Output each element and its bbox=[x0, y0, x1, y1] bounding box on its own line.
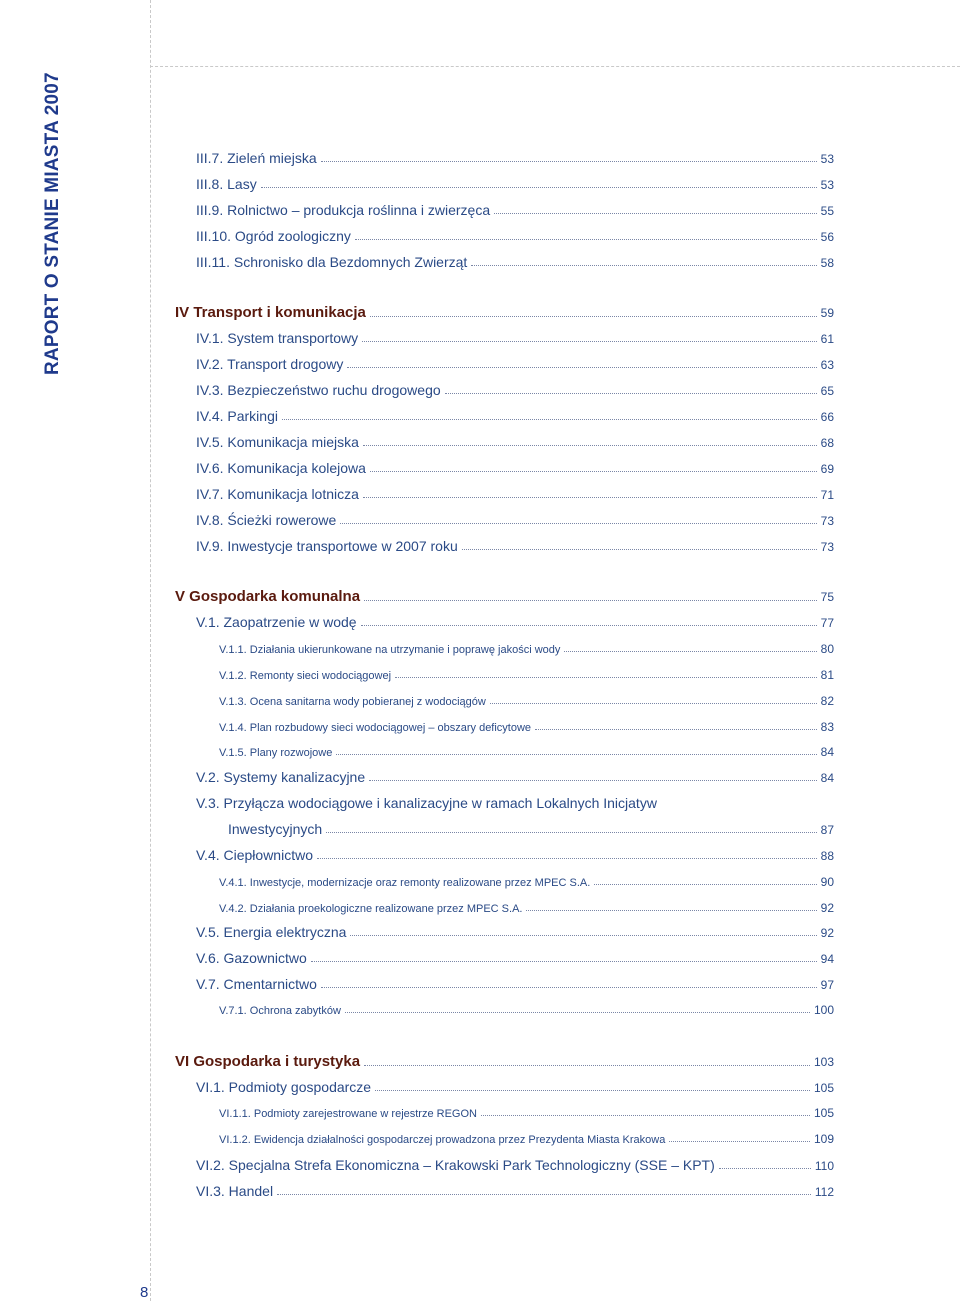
leader-dots bbox=[370, 471, 817, 472]
toc-entry[interactable] bbox=[219, 1132, 834, 1146]
leader-dots bbox=[277, 1194, 811, 1195]
toc-page-number: 55 bbox=[820, 204, 834, 218]
toc-page-number: 59 bbox=[820, 306, 834, 320]
toc-entry[interactable] bbox=[196, 1079, 834, 1095]
toc-entry[interactable] bbox=[196, 847, 834, 863]
leader-dots bbox=[326, 832, 816, 833]
toc-page-number: 73 bbox=[820, 540, 834, 554]
toc-page-number: 63 bbox=[820, 358, 834, 372]
toc-page-number: 83 bbox=[820, 720, 834, 734]
toc-page-number: 77 bbox=[820, 616, 834, 630]
leader-dots bbox=[535, 729, 817, 730]
leader-dots bbox=[445, 393, 817, 394]
toc-entry[interactable] bbox=[219, 901, 834, 915]
toc-chapter[interactable] bbox=[175, 304, 834, 321]
leader-dots bbox=[311, 961, 817, 962]
toc-entry-label: V.4.1. Inwestycje, modernizacje oraz remonty realizowane przez MPEC S.A. bbox=[219, 877, 591, 889]
toc-page-number: 100 bbox=[813, 1003, 834, 1017]
leader-dots bbox=[526, 910, 816, 911]
toc-entry[interactable] bbox=[196, 769, 834, 785]
toc-page-number: 58 bbox=[820, 256, 834, 270]
toc-page-number: 81 bbox=[820, 668, 834, 682]
toc-entry-label: IV.6. Komunikacja kolejowa bbox=[196, 460, 366, 476]
toc-entry-label: V.6. Gazownictwo bbox=[196, 950, 307, 966]
toc-entry-label: V Gospodarka komunalna bbox=[175, 588, 361, 605]
toc-entry-label: III.11. Schronisko dla Bezdomnych Zwierząt bbox=[196, 254, 468, 270]
toc-page-number: 66 bbox=[820, 410, 834, 424]
toc-entry[interactable] bbox=[219, 745, 834, 759]
leader-dots bbox=[364, 1065, 810, 1066]
toc-entry-label: VI.1.1. Podmioty zarejestrowane w rejestrze REGON bbox=[219, 1108, 477, 1120]
toc-entry-label: Inwestycyjnych bbox=[228, 821, 323, 837]
toc-page-number: 56 bbox=[820, 230, 834, 244]
toc-entry-label: V.7. Cmentarnictwo bbox=[196, 976, 317, 992]
toc-entry[interactable] bbox=[219, 642, 834, 656]
toc-entry[interactable] bbox=[196, 512, 834, 528]
toc-entry[interactable] bbox=[196, 356, 834, 372]
leader-dots bbox=[345, 1012, 810, 1013]
toc-entry-label: IV.5. Komunikacja miejska bbox=[196, 434, 359, 450]
toc-entry-label: IV Transport i komunikacja bbox=[175, 304, 366, 321]
toc-page-number: 112 bbox=[814, 1185, 834, 1199]
toc-page-number: 65 bbox=[820, 384, 834, 398]
leader-dots bbox=[594, 884, 816, 885]
leader-dots bbox=[395, 677, 817, 678]
leader-dots bbox=[321, 161, 817, 162]
toc-entry-label: V.3. Przyłącza wodociągowe i kanalizacyjne w ramach Lokalnych Inicjatyw bbox=[196, 795, 657, 811]
leader-dots bbox=[361, 625, 817, 626]
toc-entry[interactable] bbox=[219, 1003, 834, 1017]
leader-dots bbox=[564, 651, 816, 652]
leader-dots bbox=[363, 445, 817, 446]
toc-entry-label: VI.1.2. Ewidencja działalności gospodarczej prowadzona przez Prezydenta Miasta Krakowa bbox=[219, 1134, 666, 1146]
leader-dots bbox=[369, 780, 817, 781]
toc-entry-label: V.1. Zaopatrzenie w wodę bbox=[196, 614, 357, 630]
toc-entry-label: VI Gospodarka i turystyka bbox=[175, 1053, 361, 1070]
toc-entry[interactable] bbox=[196, 486, 834, 502]
sidebar-band bbox=[0, 0, 150, 1301]
toc-entry[interactable] bbox=[196, 408, 834, 424]
toc-page-number: 80 bbox=[820, 642, 834, 656]
toc-entry[interactable] bbox=[196, 434, 834, 450]
leader-dots bbox=[364, 600, 817, 601]
toc-entry[interactable] bbox=[219, 1106, 834, 1120]
leader-dots bbox=[350, 935, 816, 936]
toc-page-number: 92 bbox=[820, 926, 834, 940]
toc-page-number: 53 bbox=[820, 178, 834, 192]
toc-entry[interactable] bbox=[196, 228, 834, 244]
toc-entry-label: VI.3. Handel bbox=[196, 1183, 274, 1199]
leader-dots bbox=[355, 239, 817, 240]
page-number: 8 bbox=[140, 1284, 149, 1301]
toc-page-number: 61 bbox=[820, 332, 834, 346]
toc-page-number: 90 bbox=[820, 875, 834, 889]
leader-dots bbox=[282, 419, 817, 420]
toc-entry-label: VI.2. Specjalna Strefa Ekonomiczna – Krakowski Park Technologiczny (SSE – KPT) bbox=[196, 1157, 715, 1173]
toc-entry[interactable] bbox=[196, 538, 834, 554]
toc-page-number: 88 bbox=[820, 849, 834, 863]
toc-page-number: 97 bbox=[820, 978, 834, 992]
toc-page-number: 75 bbox=[820, 590, 834, 604]
toc-page-number: 73 bbox=[820, 514, 834, 528]
toc-entry-label: VI.1. Podmioty gospodarcze bbox=[196, 1079, 372, 1095]
toc-entry-label: III.8. Lasy bbox=[196, 176, 257, 192]
toc-entry[interactable] bbox=[196, 1157, 834, 1173]
toc-entry-label: III.10. Ogród zoologiczny bbox=[196, 228, 351, 244]
toc-entry-label: V.1.2. Remonty sieci wodociągowej bbox=[219, 670, 392, 682]
toc-entry-label: IV.7. Komunikacja lotnicza bbox=[196, 486, 359, 502]
toc-chapter[interactable] bbox=[175, 1053, 834, 1070]
toc-page-number: 105 bbox=[813, 1081, 834, 1095]
toc-page-number: 84 bbox=[820, 771, 834, 785]
leader-dots bbox=[375, 1090, 810, 1091]
leader-dots bbox=[471, 265, 816, 266]
toc-page-number: 69 bbox=[820, 462, 834, 476]
toc-page-number: 84 bbox=[820, 745, 834, 759]
toc-entry[interactable] bbox=[228, 821, 834, 837]
toc-entry[interactable] bbox=[196, 176, 834, 192]
toc-page-number: 105 bbox=[813, 1106, 834, 1120]
toc-entry[interactable] bbox=[219, 668, 834, 682]
toc-page-number: 53 bbox=[820, 152, 834, 166]
toc-entry[interactable] bbox=[196, 330, 834, 346]
toc-entry-label: III.7. Zieleń miejska bbox=[196, 150, 317, 166]
toc-entry[interactable] bbox=[196, 202, 834, 218]
toc-page-number: 94 bbox=[820, 952, 834, 966]
toc-entry[interactable] bbox=[196, 150, 834, 166]
toc-entry-label: IV.8. Ścieżki rowerowe bbox=[196, 512, 337, 528]
leader-dots bbox=[336, 754, 816, 755]
toc-entry[interactable] bbox=[219, 694, 834, 708]
leader-dots bbox=[719, 1168, 811, 1169]
page-divider-vertical bbox=[150, 0, 151, 1301]
toc-entry[interactable] bbox=[196, 1183, 834, 1199]
leader-dots bbox=[669, 1141, 810, 1142]
leader-dots bbox=[340, 523, 816, 524]
toc-page-number: 82 bbox=[820, 694, 834, 708]
toc-page-number: 110 bbox=[814, 1159, 834, 1173]
toc-entry-label: V.5. Energia elektryczna bbox=[196, 924, 347, 940]
leader-dots bbox=[363, 497, 817, 498]
leader-dots bbox=[347, 367, 816, 368]
toc-entry-label: V.4.2. Działania proekologiczne realizowane przez MPEC S.A. bbox=[219, 903, 523, 915]
leader-dots bbox=[261, 187, 817, 188]
leader-dots bbox=[370, 316, 817, 317]
toc-page-number: 103 bbox=[813, 1055, 834, 1069]
toc-page-number: 68 bbox=[820, 436, 834, 450]
toc-entry-label: III.9. Rolnictwo – produkcja roślinna i zwierzęca bbox=[196, 202, 491, 218]
toc-entry-label: IV.2. Transport drogowy bbox=[196, 356, 344, 372]
toc-entry[interactable] bbox=[219, 720, 834, 734]
page-divider-horizontal bbox=[150, 66, 960, 67]
toc-page-number: 109 bbox=[813, 1132, 834, 1146]
leader-dots bbox=[317, 858, 817, 859]
toc-entry-label: IV.1. System transportowy bbox=[196, 330, 359, 346]
toc-entry-label: V.7.1. Ochrona zabytków bbox=[219, 1005, 341, 1017]
toc-entry-label: IV.4. Parkingi bbox=[196, 408, 278, 424]
toc-entry[interactable] bbox=[196, 460, 834, 476]
toc-page-number: 92 bbox=[820, 901, 834, 915]
toc-entry[interactable] bbox=[196, 924, 834, 940]
leader-dots bbox=[362, 341, 817, 342]
toc-chapter[interactable] bbox=[175, 588, 834, 605]
leader-dots bbox=[321, 987, 817, 988]
toc-page-number: 71 bbox=[820, 488, 834, 502]
toc-entry[interactable] bbox=[196, 382, 834, 398]
toc-entry[interactable] bbox=[196, 614, 834, 630]
toc-entry-label: V.1.4. Plan rozbudowy sieci wodociągowej – obszary deficytowe bbox=[219, 722, 532, 734]
toc-entry-label: V.1.3. Ocena sanitarna wody pobieranej z wodociągów bbox=[219, 696, 486, 708]
toc-entry-label: IV.9. Inwestycje transportowe w 2007 roku bbox=[196, 538, 458, 554]
leader-dots bbox=[462, 549, 817, 550]
toc-entry-label: V.1.1. Działania ukierunkowane na utrzymanie i poprawę jakości wody bbox=[219, 644, 561, 656]
leader-dots bbox=[490, 703, 817, 704]
toc-entry[interactable] bbox=[196, 950, 834, 966]
toc-page-number: 87 bbox=[820, 823, 834, 837]
toc-entry[interactable] bbox=[196, 976, 834, 992]
toc-entry-label: V.4. Ciepłownictwo bbox=[196, 847, 313, 863]
toc-entry-label: V.1.5. Plany rozwojowe bbox=[219, 747, 333, 759]
leader-dots bbox=[494, 213, 817, 214]
toc-entry[interactable] bbox=[196, 254, 834, 270]
toc-entry-label: V.2. Systemy kanalizacyjne bbox=[196, 769, 366, 785]
leader-dots bbox=[481, 1115, 810, 1116]
toc-entry-label: IV.3. Bezpieczeństwo ruchu drogowego bbox=[196, 382, 441, 398]
toc-entry[interactable] bbox=[219, 875, 834, 889]
report-title: RAPORT O STANIE MIASTA 2007 bbox=[42, 72, 63, 375]
